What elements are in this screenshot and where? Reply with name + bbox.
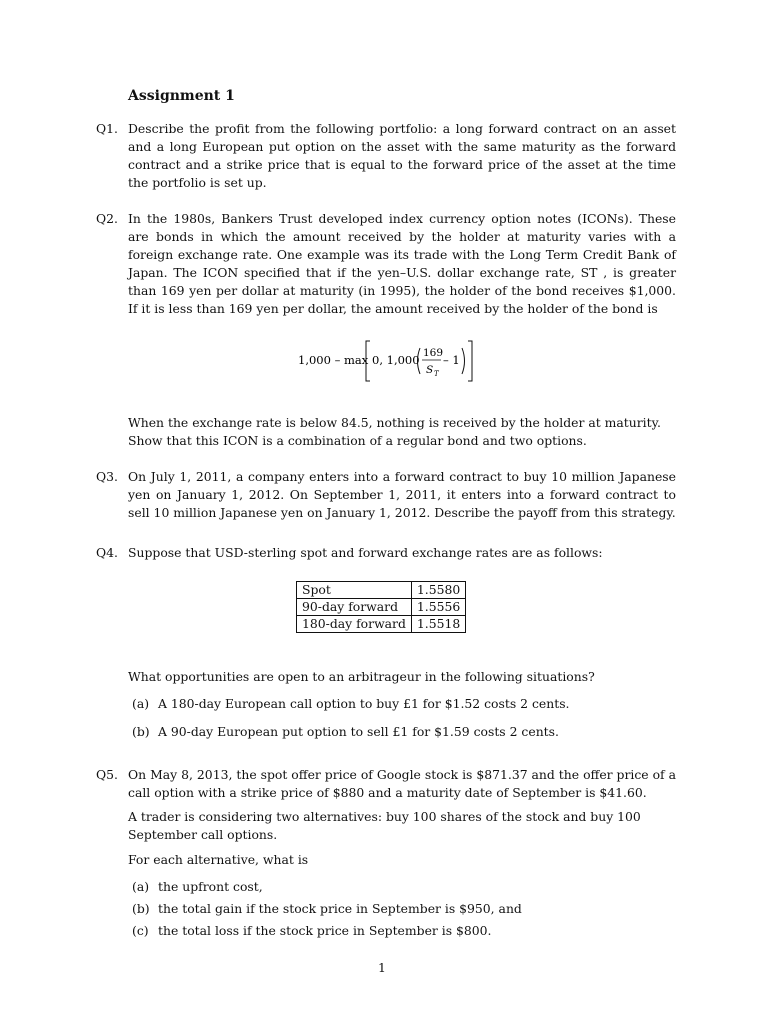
formula-tail: – 1: [443, 353, 460, 367]
question-3-text: On July 1, 2011, a company enters into a forward contract to buy 10 million Japanese yen on January 1, 2012. On September 1, 2011, it enters into a forward contract to sell 10 million Japanese yen on January 1, 2012. Describe the payoff from this strategy.: [128, 469, 676, 520]
rate-value: 1.5556: [411, 599, 465, 616]
page-number: 1: [378, 960, 386, 975]
question-2-after-text: When the exchange rate is below 84.5, nothing is received by the holder at maturity. Show that this ICON is a combination of a regular bond and two options.: [128, 415, 661, 448]
formula-denominator: S: [426, 364, 434, 376]
question-2: [96, 210, 676, 318]
icon-payoff-formula: [298, 336, 488, 386]
question-5-para3: For each alternative, what is: [128, 852, 309, 867]
question-5: [96, 766, 676, 802]
question-4-prompt: [128, 668, 676, 692]
item-text: A 90-day European put option to sell £1 for $1.59 costs 2 cents.: [158, 724, 559, 739]
rate-label: Spot: [297, 582, 412, 599]
formula-inner: 0, 1,000: [372, 353, 420, 367]
list-item: [132, 900, 522, 918]
question-4: [96, 544, 676, 562]
question-5-para2: A trader is considering two alternatives: buy 100 shares of the stock and buy 100 September call options.: [128, 809, 641, 842]
list-item: [132, 695, 570, 713]
question-2-number: Q2.: [96, 211, 118, 226]
table-row: [297, 599, 466, 616]
exchange-rate-table: [296, 581, 466, 633]
table-row: [297, 582, 466, 599]
formula-denominator-sub: T: [434, 370, 439, 378]
question-3: [96, 468, 676, 522]
item-label: (c): [132, 923, 149, 938]
question-3-number: Q3.: [96, 469, 118, 484]
item-text: A 180-day European call option to buy £1 for $1.52 costs 2 cents.: [158, 696, 570, 711]
assignment-title: Assignment 1: [128, 88, 235, 104]
question-5-prompt: [128, 851, 676, 875]
item-text: the total loss if the stock price in September is $800.: [158, 923, 492, 938]
formula-lead: 1,000 – max: [298, 353, 369, 367]
rate-value: 1.5518: [411, 616, 465, 633]
item-label: (a): [132, 879, 150, 894]
question-2-text: In the 1980s, Bankers Trust developed index currency option notes (ICONs). These are bonds in which the amount received by the holder at maturity varies with a foreign exchange rate. One example was its trade with the Long Term Credit Bank of Japan. The ICON specified that if the yen–U.S. dollar exchange rate, ST , is greater than 169 yen per dollar at maturity (in 1995), the holder of the bond receives $1,000. If it is less than 169 yen per dollar, the amount received by the holder of the bond is: [128, 211, 676, 316]
question-1-number: Q1.: [96, 121, 118, 136]
item-text: the upfront cost,: [158, 879, 263, 894]
item-label: (b): [132, 724, 150, 739]
list-item: [132, 922, 492, 940]
question-1-text: Describe the profit from the following portfolio: a long forward contract on an asset and a long European put option on the asset with the same maturity as the forward contract and a strike price that is equal to the forward price of the asset at the time the portfolio is set up.: [128, 121, 676, 190]
rate-label: 90-day forward: [297, 599, 412, 616]
item-label: (b): [132, 901, 150, 916]
item-text: the total gain if the stock price in September is $950, and: [158, 901, 522, 916]
question-4-text: Suppose that USD-sterling spot and forward exchange rates are as follows:: [128, 545, 603, 560]
question-5-alternatives: [128, 808, 676, 850]
question-5-number: Q5.: [96, 767, 118, 782]
table-row: [297, 616, 466, 633]
question-4-question-text: What opportunities are open to an arbitrageur in the following situations?: [128, 669, 595, 684]
rate-value: 1.5580: [411, 582, 465, 599]
formula-numerator: 169: [423, 347, 444, 359]
list-item: [132, 878, 263, 896]
question-1: [96, 120, 676, 192]
item-label: (a): [132, 696, 150, 711]
question-2-followup: [128, 414, 676, 456]
list-item: [132, 723, 559, 741]
rate-label: 180-day forward: [297, 616, 412, 633]
question-4-number: Q4.: [96, 545, 118, 560]
question-5-text: On May 8, 2013, the spot offer price of Google stock is $871.37 and the offer price of a call option with a strike price of $880 and a maturity date of September is $41.60.: [128, 767, 676, 800]
